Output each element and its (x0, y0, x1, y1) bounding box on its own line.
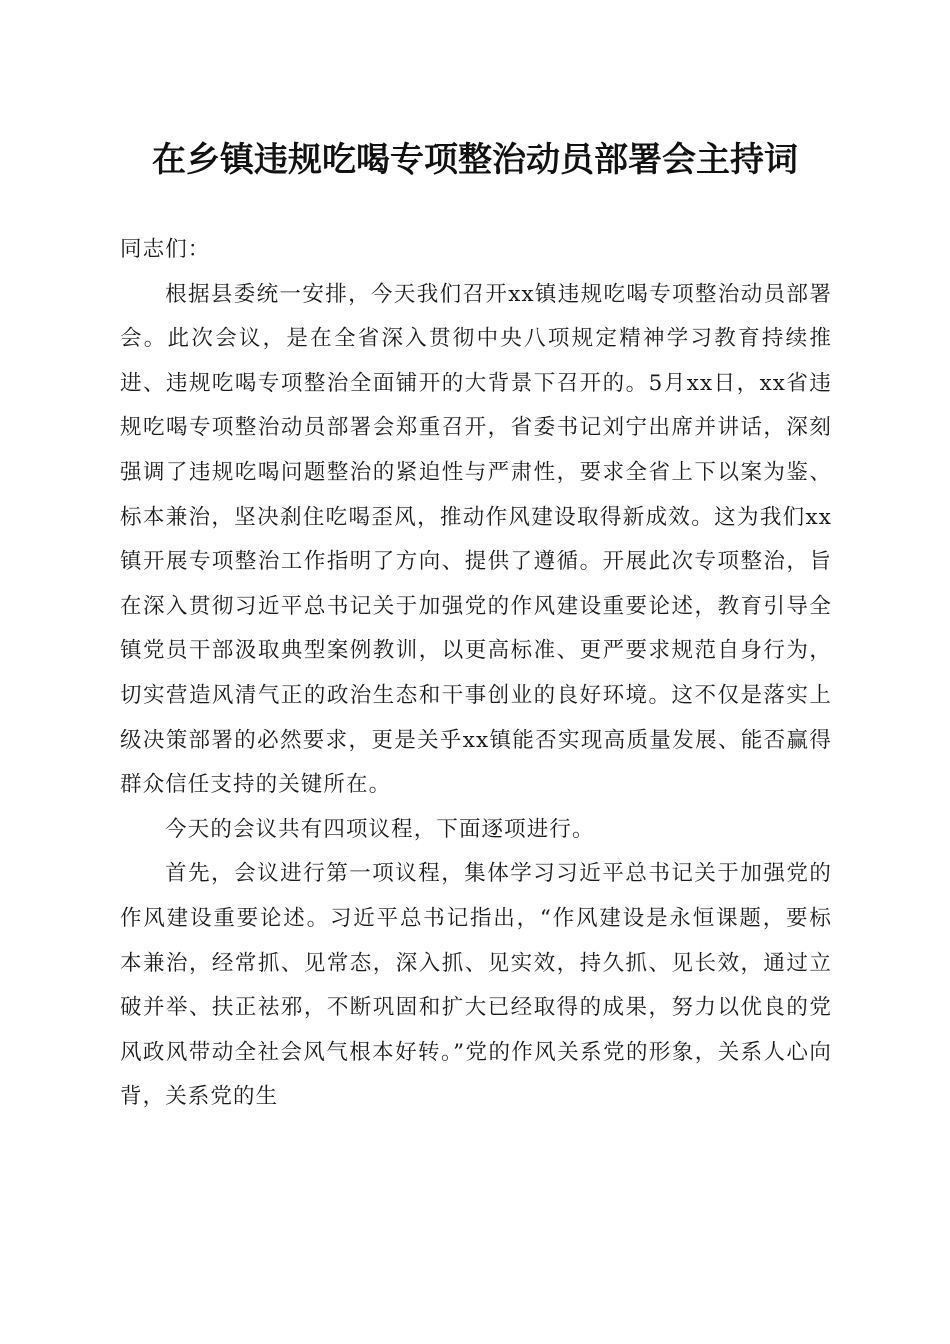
paragraph-first-item: 首先，会议进行第一项议程，集体学习习近平总书记关于加强党的作风建设重要论述。习近平总书记指出，“作风建设是永恒课题，要标本兼治，经常抓、见常态，深入抓、见实效，持久抓、见长效，通过立破并举、扶正祛邪，不断巩固和扩大已经取得的成果，努力以优良的党风政风带动全社会风气根本好转。”党的作风关系党的形象，关系人心向背，关系党的生 (120, 861, 832, 1110)
paragraph-background: 根据县委统一安排，今天我们召开xx镇违规吃喝专项整治动员部署会。此次会议，是在全省深入贯彻中央八项规定精神学习教育持续推进、违规吃喝专项整治全面铺开的大背景下召开的。5月xx日，xx省违规吃喝专项整治动员部署会郑重召开，省委书记刘宁出席并讲话，深刻强调了违规吃喝问题整治的紧迫性与严肃性，要求全省上下以案为鉴、标本兼治，坚决刹住吃喝歪风，推动作风建设取得新成效。这为我们xx镇开展专项整治工作指明了方向、提供了遵循。开展此次专项整治，旨在深入贯彻习近平总书记关于加强党的作风建设重要论述，教育引导全镇党员干部汲取典型案例教训，以更高标准、更严要求规范自身行为，切实营造风清气正的政治生态和干事创业的良好环境。这不仅是落实上级决策部署的必然要求，更是关乎xx镇能否实现高质量发展、能否赢得群众信任支持的关键所在。 (120, 281, 832, 798)
paragraph-agenda: 今天的会议共有四项议程，下面逐项进行。 (165, 816, 595, 842)
document-body (120, 228, 832, 1120)
document-title: 在乡镇违规吃喝专项整治动员部署会主持词 (152, 140, 798, 180)
greeting: 同志们： (120, 237, 211, 262)
